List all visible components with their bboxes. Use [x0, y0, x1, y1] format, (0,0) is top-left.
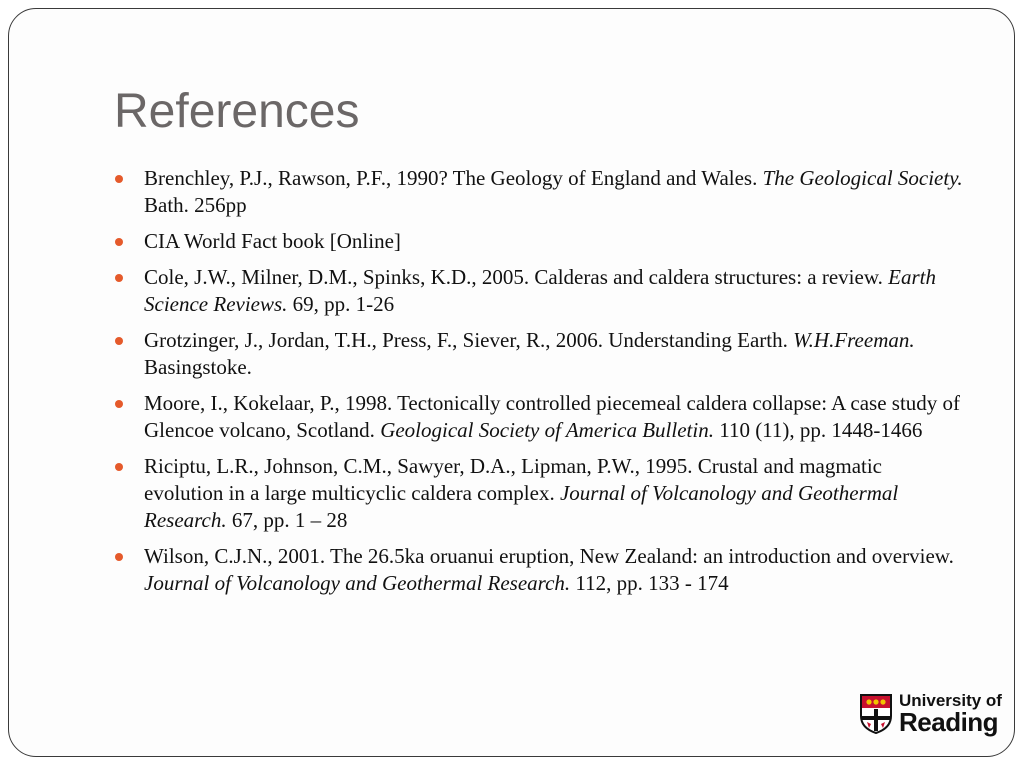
list-item: CIA World Fact book [Online] [114, 228, 964, 255]
bullet-icon [115, 553, 123, 561]
list-item: Moore, I., Kokelaar, P., 1998. Tectonically controlled piecemeal caldera collapse: A case study of Glencoe volcano, Scotland. Geological Society of America Bulletin. 110 (11), pp. 1448-1466 [114, 390, 964, 444]
reference-list [114, 165, 964, 606]
list-item: Wilson, C.J.N., 2001. The 26.5ka oruanui eruption, New Zealand: an introduction and overview. Journal of Volcanology and Geothermal Research. 112, pp. 133 - 174 [114, 543, 964, 597]
bullet-icon [115, 175, 123, 183]
bullet-icon [115, 400, 123, 408]
list-item: Cole, J.W., Milner, D.M., Spinks, K.D., 2005. Calderas and caldera structures: a review. Earth Science Reviews. 69, pp. 1-26 [114, 264, 964, 318]
logo-text-line1: University of [899, 691, 1002, 710]
university-logo [860, 692, 1000, 738]
list-item: Brenchley, P.J., Rawson, P.F., 1990? The Geology of England and Wales. The Geological Society. Bath. 256pp [114, 165, 964, 219]
bullet-icon [115, 337, 123, 345]
list-item: Grotzinger, J., Jordan, T.H., Press, F., Siever, R., 2006. Understanding Earth. W.H.Freeman. Basingstoke. [114, 327, 964, 381]
bullet-icon [115, 274, 123, 282]
bullet-icon [115, 238, 123, 246]
list-item: Riciptu, L.R., Johnson, C.M., Sawyer, D.A., Lipman, P.W., 1995. Crustal and magmatic evolution in a large multicyclic caldera complex. Journal of Volcanology and Geothermal Research. 67, pp. 1 – 28 [114, 453, 964, 534]
page-title: References [114, 85, 360, 138]
bullet-icon [115, 463, 123, 471]
logo-text-line2: Reading [899, 707, 999, 737]
university-crest-icon [860, 694, 892, 734]
